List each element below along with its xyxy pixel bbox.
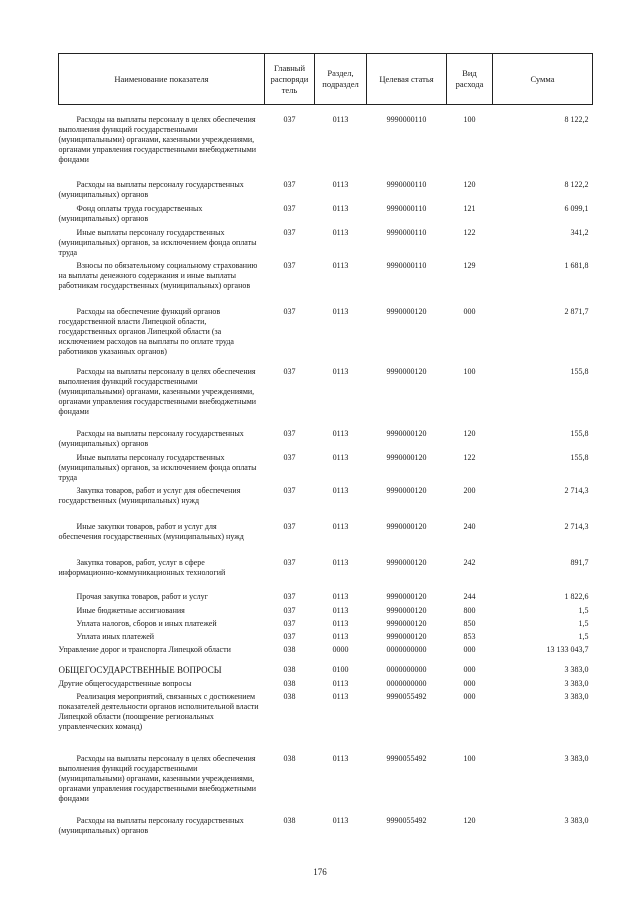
row-name: Расходы на выплаты персоналу в целях обеспечения выполнения функций государственными (муниципальными) органами, казенными учреждениями, органами управления государственными внебюджетными фондами [58, 115, 257, 164]
row-sum: 3 383,0 [564, 679, 589, 688]
row-section: 0113 [332, 816, 349, 825]
row-name: Закупка товаров, работ, услуг в сфере информационно-коммуникационных технологий [58, 558, 226, 577]
row-name: Иные выплаты персоналу государственных (муниципальных) органов, за исключением фонда оплаты труда [58, 228, 257, 257]
row-name: Прочая закупка товаров, работ и услуг [76, 592, 208, 601]
table-row [59, 754, 593, 816]
row-type: 121 [463, 204, 476, 213]
row-section: 0113 [332, 228, 349, 237]
row-sum: 3 383,0 [564, 816, 589, 825]
row-grbs: 037 [283, 486, 296, 495]
row-sum: 1,5 [578, 632, 589, 641]
row-type: 100 [463, 115, 476, 124]
row-name: Расходы на выплаты персоналу государственных (муниципальных) органов [58, 816, 244, 835]
row-sum: 8 122,2 [564, 115, 589, 124]
row-type: 000 [463, 679, 476, 688]
row-type: 853 [463, 632, 476, 641]
row-grbs: 038 [283, 679, 296, 688]
row-name: Уплата налогов, сборов и иных платежей [76, 619, 217, 628]
row-section: 0113 [332, 486, 349, 495]
table-row [59, 429, 593, 453]
row-name: Управление дорог и транспорта Липецкой области [58, 645, 231, 654]
row-name: Расходы на выплаты персоналу государственных (муниципальных) органов [58, 180, 244, 199]
row-target: 9990000120 [386, 367, 427, 376]
table-row [59, 679, 593, 692]
row-sum: 2 714,3 [564, 486, 589, 495]
row-target: 9990000110 [386, 261, 427, 270]
row-grbs: 037 [283, 115, 296, 124]
row-type: 120 [463, 429, 476, 438]
row-section: 0113 [332, 367, 349, 376]
row-name: Расходы на выплаты персоналу в целях обеспечения выполнения функций государственными (муниципальными) органами, казенными учреждениями, органами управления государственными внебюджетными фондами [58, 367, 257, 416]
row-target: 9990055492 [386, 816, 427, 825]
row-grbs: 037 [283, 606, 296, 615]
row-section: 0113 [332, 204, 349, 213]
table-row [59, 558, 593, 592]
row-grbs: 037 [283, 307, 296, 316]
row-target: 9990000110 [386, 204, 427, 213]
row-target: 9990055492 [386, 692, 427, 701]
table-row [59, 645, 593, 665]
row-type: 000 [463, 307, 476, 316]
row-target: 9990000110 [386, 180, 427, 189]
row-grbs: 038 [283, 692, 296, 701]
row-type: 000 [463, 665, 476, 674]
row-grbs: 037 [283, 180, 296, 189]
table-row [59, 486, 593, 522]
budget-table [58, 53, 593, 840]
row-type: 100 [463, 367, 476, 376]
row-sum: 1 822,6 [564, 592, 589, 601]
row-grbs: 037 [283, 619, 296, 628]
row-type: 129 [463, 261, 476, 270]
row-sum: 891,7 [570, 558, 589, 567]
row-target: 9990000120 [386, 632, 427, 641]
row-name: Иные бюджетные ассигнования [76, 606, 185, 615]
row-grbs: 037 [283, 453, 296, 462]
row-type: 000 [463, 645, 476, 654]
table-row [59, 665, 593, 679]
row-name: Реализация мероприятий, связанных с достижением показателей деятельности органов исполнительной власти Липецкой области (поощрение региональных управленческих команд) [58, 692, 259, 731]
row-target: 9990000120 [386, 453, 427, 462]
table-row [59, 606, 593, 619]
table-row [59, 632, 593, 645]
row-type: 122 [463, 228, 476, 237]
row-type: 100 [463, 754, 476, 763]
row-target: 0000000000 [386, 645, 427, 654]
row-section: 0113 [332, 558, 349, 567]
header-name: Наименование показателя [59, 54, 265, 105]
row-name: Уплата иных платежей [76, 632, 155, 641]
row-section: 0113 [332, 115, 349, 124]
row-sum: 3 383,0 [564, 665, 589, 674]
row-grbs: 037 [283, 228, 296, 237]
row-sum: 341,2 [570, 228, 589, 237]
row-target: 9990000120 [386, 558, 427, 567]
row-sum: 2 714,3 [564, 522, 589, 531]
row-name: Иные закупки товаров, работ и услуг для обеспечения государственных (муниципальных) нужд [58, 522, 244, 541]
table-row [59, 816, 593, 840]
row-target: 9990000120 [386, 307, 427, 316]
row-type: 000 [463, 692, 476, 701]
page-number: 176 [313, 867, 327, 877]
row-target: 9990055492 [386, 754, 427, 763]
row-sum: 155,8 [570, 429, 589, 438]
row-grbs: 037 [283, 204, 296, 213]
row-name: Расходы на выплаты персоналу государственных (муниципальных) органов [58, 429, 244, 448]
row-grbs: 038 [283, 816, 296, 825]
row-type: 120 [463, 816, 476, 825]
row-section: 0113 [332, 429, 349, 438]
header-target: Целевая статья [367, 54, 447, 105]
row-target: 0000000000 [386, 665, 427, 674]
row-section: 0113 [332, 606, 349, 615]
row-grbs: 037 [283, 261, 296, 270]
row-sum: 155,8 [570, 453, 589, 462]
row-sum: 3 383,0 [564, 754, 589, 763]
row-section: 0113 [332, 307, 349, 316]
row-name: Взносы по обязательному социальному страхованию на выплаты денежного содержания и иные выплаты работникам государственных (муниципальных) органов [58, 261, 258, 290]
row-section: 0100 [332, 665, 349, 674]
row-grbs: 037 [283, 558, 296, 567]
table-row [59, 115, 593, 180]
table-row [59, 180, 593, 204]
header-grbs: Главный распоряди тель [265, 54, 315, 105]
row-sum: 13 133 043,7 [546, 645, 589, 654]
row-grbs: 037 [283, 367, 296, 376]
row-sum: 1,5 [578, 619, 589, 628]
row-type: 800 [463, 606, 476, 615]
row-sum: 8 122,2 [564, 180, 589, 189]
row-section: 0113 [332, 592, 349, 601]
table-row [59, 204, 593, 228]
row-section: 0113 [332, 180, 349, 189]
table-row [59, 228, 593, 261]
table-row [59, 619, 593, 632]
table-row [59, 592, 593, 606]
row-target: 9990000120 [386, 606, 427, 615]
table-row [59, 367, 593, 429]
row-target: 9990000120 [386, 486, 427, 495]
row-grbs: 038 [283, 665, 296, 674]
row-sum: 1 681,8 [564, 261, 589, 270]
row-name: Закупка товаров, работ и услуг для обеспечения государственных (муниципальных) нужд [58, 486, 241, 505]
row-name: Иные выплаты персоналу государственных (муниципальных) органов, за исключением фонда оплаты труда [58, 453, 257, 482]
row-target: 9990000120 [386, 592, 427, 601]
row-name: Расходы на обеспечение функций органов государственной власти Липецкой области, государственных органов Липецкой области (за исключением расходов на выплаты по оплате труда работников указанных органов) [58, 307, 234, 356]
row-grbs: 037 [283, 632, 296, 641]
row-section: 0113 [332, 522, 349, 531]
row-sum: 1,5 [578, 606, 589, 615]
row-target: 9990000120 [386, 619, 427, 628]
row-grbs: 037 [283, 592, 296, 601]
header-section: Раздел, подраздел [315, 54, 367, 105]
row-section: 0113 [332, 679, 349, 688]
row-section: 0113 [332, 261, 349, 270]
row-grbs: 038 [283, 754, 296, 763]
header-type: Вид расхода [447, 54, 493, 105]
header-sum: Сумма [493, 54, 593, 105]
row-type: 120 [463, 180, 476, 189]
row-sum: 155,8 [570, 367, 589, 376]
row-section: 0113 [332, 619, 349, 628]
table-header-row [59, 54, 593, 105]
row-sum: 2 871,7 [564, 307, 589, 316]
row-name: ОБЩЕГОСУДАРСТВЕННЫЕ ВОПРОСЫ [58, 665, 222, 675]
row-section: 0113 [332, 453, 349, 462]
row-type: 850 [463, 619, 476, 628]
table-row [59, 307, 593, 367]
row-type: 200 [463, 486, 476, 495]
row-grbs: 038 [283, 645, 296, 654]
row-section: 0113 [332, 754, 349, 763]
row-name: Расходы на выплаты персоналу в целях обеспечения выполнения функций государственными (муниципальными) органами, казенными учреждениями, органами управления государственными внебюджетными фондами [58, 754, 257, 803]
table-row [59, 692, 593, 754]
table-row [59, 522, 593, 558]
row-type: 122 [463, 453, 476, 462]
row-target: 9990000110 [386, 115, 427, 124]
row-target: 9990000120 [386, 429, 427, 438]
row-section: 0000 [332, 645, 349, 654]
row-sum: 3 383,0 [564, 692, 589, 701]
row-target: 0000000000 [386, 679, 427, 688]
row-type: 240 [463, 522, 476, 531]
row-grbs: 037 [283, 429, 296, 438]
row-type: 242 [463, 558, 476, 567]
row-sum: 6 099,1 [564, 204, 589, 213]
row-name: Другие общегосударственные вопросы [58, 679, 192, 688]
table-row [59, 453, 593, 486]
row-type: 244 [463, 592, 476, 601]
row-section: 0113 [332, 632, 349, 641]
spacer-row [59, 105, 593, 116]
row-section: 0113 [332, 692, 349, 701]
row-name: Фонд оплаты труда государственных (муниципальных) органов [58, 204, 203, 223]
table-row [59, 261, 593, 307]
row-grbs: 037 [283, 522, 296, 531]
row-target: 9990000120 [386, 522, 427, 531]
row-target: 9990000110 [386, 228, 427, 237]
